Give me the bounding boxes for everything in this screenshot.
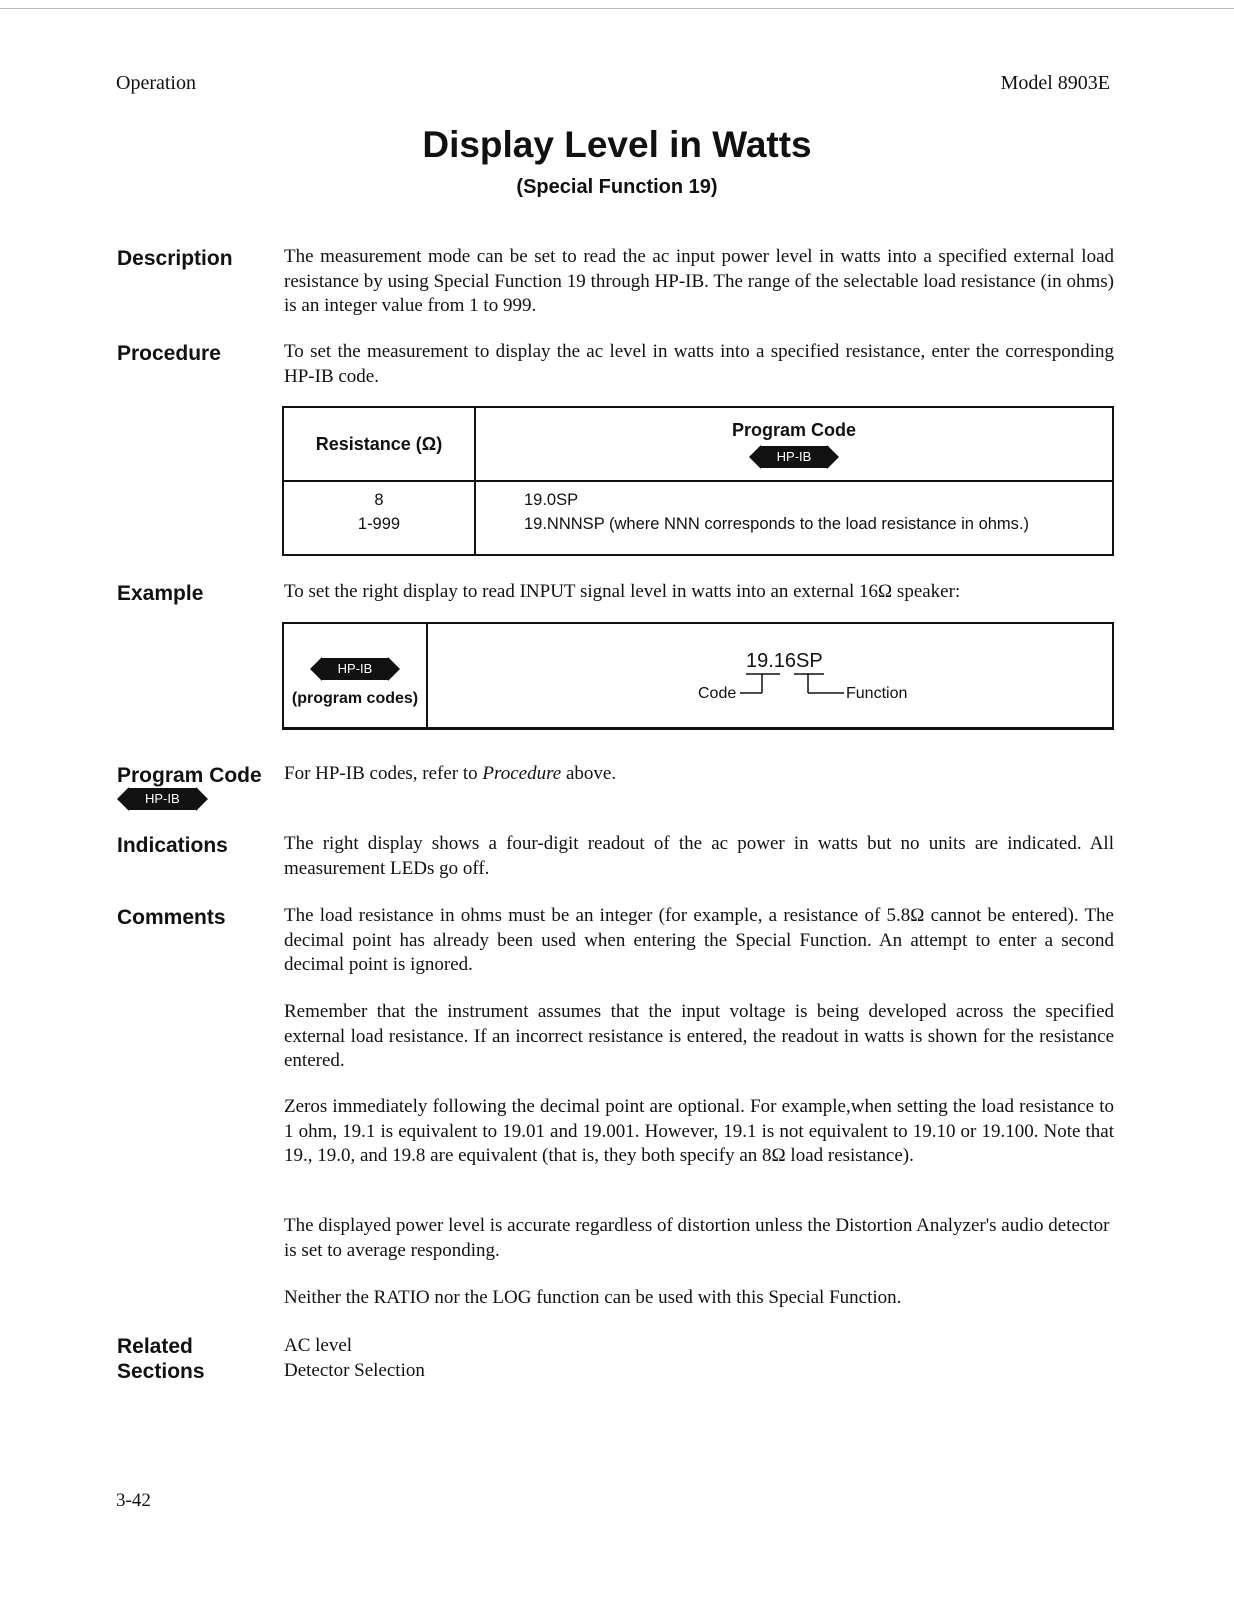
list-item: AC level — [284, 1335, 353, 1356]
program-code-table — [282, 406, 1114, 556]
resistance-column-header: Resistance (Ω) — [283, 407, 475, 481]
example-box — [282, 622, 1114, 730]
hpib-icon: HP-IB — [322, 658, 389, 680]
code-label: Code — [698, 685, 737, 702]
program-code-label: Program Code — [117, 764, 262, 787]
table-row — [283, 481, 1113, 555]
example-label: Example — [117, 582, 204, 605]
program-codes-caption: (program codes) — [291, 690, 419, 707]
function-label: Function — [846, 685, 908, 702]
program-code-hpib — [117, 788, 208, 810]
indications-label: Indications — [117, 834, 228, 857]
related-sections-list — [284, 1334, 1114, 1383]
page-title: Display Level in Watts — [422, 124, 812, 165]
header-section-name: Operation — [116, 72, 196, 94]
example-text: To set the right display to read INPUT signal level in watts into an external 16Ω speaker: — [284, 581, 961, 602]
comments-label: Comments — [117, 906, 226, 929]
comment-paragraph: Remember that the instrument assumes that the input voltage is being developed across the specified external load resistance. If an incorrect resistance is entered, the readout in watts is shown for the resistance entered. — [284, 1001, 1114, 1071]
comment-paragraph: Zeros immediately following the decimal point are optional. For example,when setting the load resistance to 1 ohm, 19.1 is equivalent to 19.01 and 19.001. However, 19.1 is not equivalent to 19.10 or 19.100. Note that 19., 19.0, and 19.8 are equivalent (that is, they both specify an 8Ω load resistance). — [284, 1096, 1114, 1166]
table-header-row — [283, 407, 1113, 481]
resistance-values: 8 1-999 — [283, 481, 475, 555]
hpib-icon: HP-IB — [761, 446, 828, 468]
program-code-column-header: Program Code HP-IB — [475, 407, 1113, 481]
comment-paragraph: Neither the RATIO nor the LOG function can be used with this Special Function. — [284, 1287, 902, 1308]
program-code-values: 19.0SP 19.NNNSP (where NNN corresponds to the load resistance in ohms.) — [475, 481, 1113, 555]
example-code: 19.16SP — [746, 650, 823, 672]
procedure-label: Procedure — [117, 342, 221, 365]
hpib-icon: HP-IB — [129, 788, 196, 810]
comment-paragraph: The displayed power level is accurate regardless of distortion unless the Distortion Analyzer's audio detector is set to average responding. — [284, 1215, 1110, 1261]
page-subtitle: (Special Function 19) — [516, 176, 718, 198]
procedure-text: To set the measurement to display the ac level in watts into a specified resistance, enter the corresponding HP-IB code. — [284, 341, 1114, 387]
page-number: 3-42 — [116, 1490, 151, 1511]
related-sections-label: Related Sections — [117, 1335, 205, 1383]
description-text: The measurement mode can be set to read the ac input power level in watts into a specified external load resistance by using Special Function 19 through HP-IB. The range of the selectable load resistance (in ohms) is an integer value from 1 to 999. — [284, 246, 1114, 316]
header-model: Model 8903E — [1000, 72, 1110, 94]
indications-text: The right display shows a four-digit readout of the ac power in watts but no units are indicated. All measurement LEDs go off. — [284, 833, 1114, 879]
top-rule — [0, 8, 1234, 9]
list-item: Detector Selection — [284, 1359, 425, 1381]
code-annotation-lines — [284, 624, 1112, 728]
comment-paragraph: The load resistance in ohms must be an integer (for example, a resistance of 5.8Ω cannot be entered). The decimal point has already been used when entering the Special Function. An attempt to enter a second decimal point is ignored. — [284, 905, 1114, 975]
description-label: Description — [117, 247, 233, 270]
program-code-text: For HP-IB codes, refer to Procedure above. — [284, 763, 617, 784]
